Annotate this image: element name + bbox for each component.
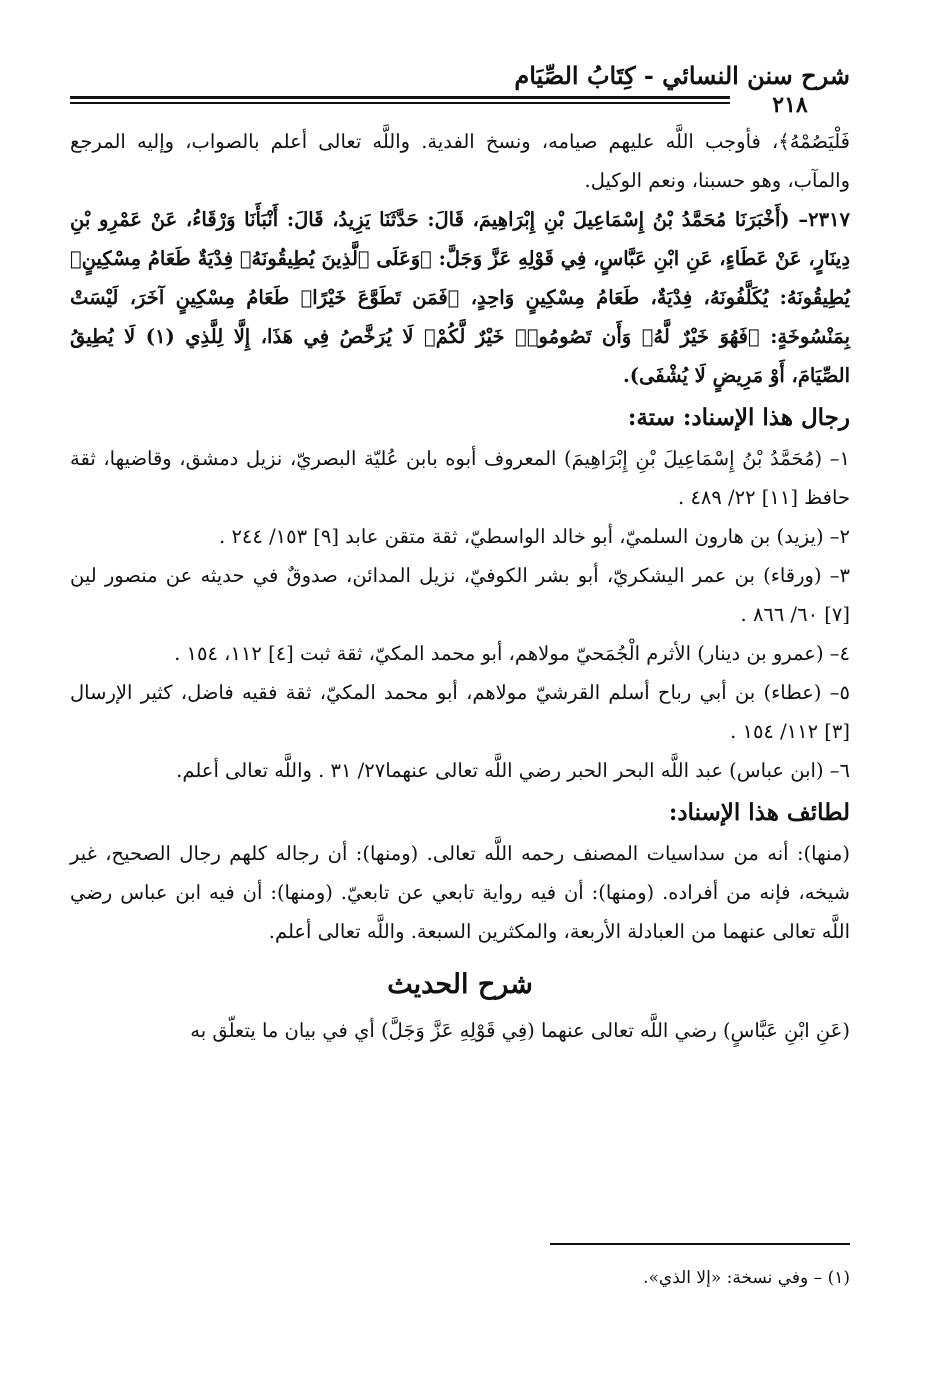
footnote: (١) – وفي نسخة: «إلا الذي». xyxy=(643,1268,850,1288)
rijal-item: ٦– (ابن عباس) عبد اللَّه البحر الحبر رضي اللَّه تعالى عنهما٢٧/ ٣١ . واللَّه تعالى أعلم. xyxy=(176,759,850,782)
paragraph-intro: فَلْيَصُمْهُ﴾، فأوجب اللَّه عليهم صيامه، ونسخ الفدية. واللَّه تعالى أعلم بالصواب، وإليه المرجع والمآب، وهو حسبنا، ونعم الوكيل. xyxy=(70,130,850,192)
hadith-text: ٢٣١٧– (أَخْبَرَنَا مُحَمَّدُ بْنُ إِسْمَاعِيلَ بْنِ إِبْرَاهِيمَ، قَالَ: حَدَّثَنَا يَزِيدُ، قَالَ: أَنْبَأَنَا وَرْقَاءُ، عَنْ عَمْرِو بْنِ دِينَارٍ، عَنْ عَطَاءٍ، عَنِ ابْنِ عَبَّاسٍ، فِي قَوْلِهِ عَزَّ وَجَلَّ: ﴿وَعَلَى ٱلَّذِينَ يُطِيقُونَهُۥ فِدْيَةٌ طَعَامُ مِسْكِينٍ﴾ يُطِيقُونَهُ: يُكَلَّفُونَهُ، فِدْيَةٌ، طَعَامُ مِسْكِينٍ وَاحِدٍ، ﴿فَمَن تَطَوَّعَ خَيْرًا﴾ طَعَامُ مِسْكِينٍ آخَرَ، لَيْسَتْ بِمَنْسُوخَةٍ: ﴿فَهُوَ خَيْرٌ لَّهُۥ وَأَن تَصُومُوا۟ خَيْرٌ لَّكُمْ﴾ لَا يُرَخَّصُ فِي هَذَا، إِلَّا لِلَّذِي (١) لَا يُطِيقُ الصِّيَامَ، أَوْ مَرِيضٍ لَا يُشْفَى). xyxy=(70,208,850,387)
sharh-heading: شرح الحديث xyxy=(387,969,533,1000)
running-title: شرح سنن النسائي - كِتَابُ الصِّيَام xyxy=(514,61,850,90)
footnote-divider xyxy=(550,1243,850,1245)
lataif-text: (منها): أنه من سداسيات المصنف رحمه اللَّه تعالى. (ومنها): أن رجاله كلهم رجال الصحيح، غير شيخه، فإنه من أفراده. (ومنها): أن فيه رواية تابعي عن تابعيّ. (ومنها): أن فيه ابن عباس رضي اللَّه تعالى عنهما من العبادلة الأربعة، والمكثرين السبعة. واللَّه تعالى أعلم. xyxy=(70,842,850,943)
rijal-item: ٣– (ورقاء) بن عمر اليشكريّ، أبو بشر الكوفيّ، نزيل المدائن، صدوقٌ في حديثه عن منصور لين [٧] ٦٠/ ٨٦٦ . xyxy=(70,564,850,626)
page-number: ٢١٨ xyxy=(730,92,850,118)
rijal-heading: رجال هذا الإسناد: ستة: xyxy=(627,404,850,431)
header-rule xyxy=(70,92,850,122)
page-header xyxy=(70,48,850,90)
rijal-item: ٥– (عطاء) بن أبي رباح أسلم القرشيّ مولاهم، أبو محمد المكيّ، ثقة فقيه فاضل، كثير الإرسال [٣] ١١٢/ ١٥٤ . xyxy=(70,681,850,743)
document-page xyxy=(70,48,850,1288)
rijal-item: ١– (مُحَمَّدُ بْنُ إِسْمَاعِيلَ بْنِ إِبْرَاهِيمَ) المعروف أبوه بابن عُليّة البصريّ، نزيل دمشق، وقاضيها، ثقة حافظ [١١] ٢٢/ ٤٨٩ . xyxy=(70,447,850,509)
rijal-item: ٤– (عمرو بن دينار) الأثرم الْجُمَحيّ مولاهم، أبو محمد المكيّ، ثقة ثبت [٤] ١١٢، ١٥٤ . xyxy=(174,642,850,665)
rijal-item: ٢– (يزيد) بن هارون السلميّ، أبو خالد الواسطيّ، ثقة متقن عابد [٩] ١٥٣/ ٢٤٤ . xyxy=(219,525,850,548)
lataif-heading: لطائف هذا الإسناد: xyxy=(668,799,850,826)
sharh-text: (عَنِ ابْنِ عَبَّاسٍ) رضي اللَّه تعالى عنهما (فِي قَوْلِهِ عَزَّ وَجَلَّ) أي في بيان ما يتعلّق به xyxy=(190,1019,850,1042)
